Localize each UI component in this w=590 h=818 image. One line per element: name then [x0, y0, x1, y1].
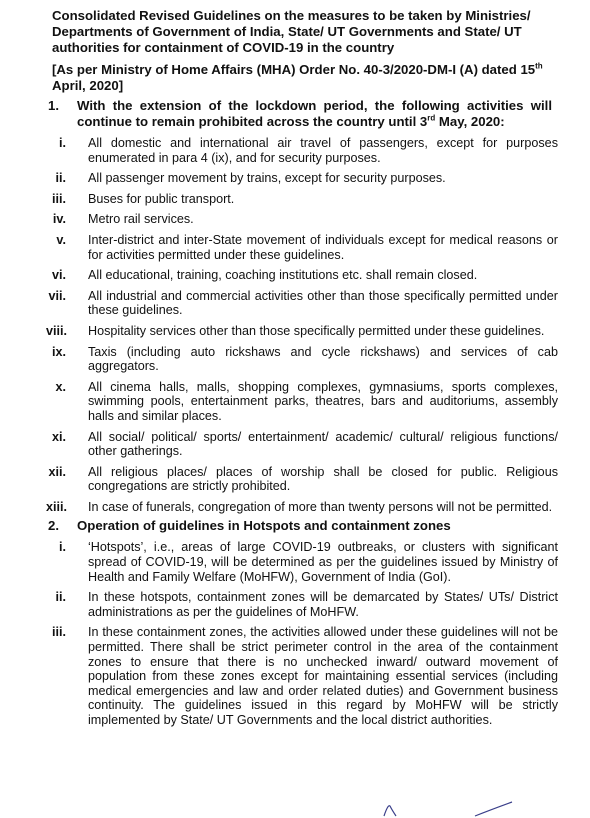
list-item-number: iii. [52, 625, 66, 640]
section-heading-sup: rd [427, 113, 436, 123]
list-item-number: vii. [48, 288, 66, 303]
section-items [46, 136, 558, 514]
section-number: 1. [48, 98, 59, 113]
section-2 [48, 518, 558, 727]
list-item-number: ii. [55, 171, 66, 186]
list-item-text: All passenger movement by trains, except for security purposes. [88, 171, 446, 186]
list-item [48, 288, 558, 318]
list-item-number: viii. [46, 323, 67, 338]
list-item-text: In these containment zones, the activities allowed under these guidelines will not be permitted. There shall be strict perimeter control in the area of the containment zones to ensure that there is no unchecked inward/ outward movement of population from these zones except for maintaining essential services (including medical emergencies and law and order related duties) and Government business continuity. The guidelines issued in this regard by MoHFW will be strictly implemented by State/ UT Governments and the local district authorities. [88, 625, 558, 727]
list-item-number: v. [56, 232, 66, 247]
section-1 [46, 98, 558, 514]
list-item-text: In these hotspots, containment zones will be demarcated by States/ UTs/ District administrations as per the guidelines of MoHFW. [88, 590, 558, 619]
order-reference [52, 62, 558, 94]
list-item [52, 540, 558, 584]
list-item [52, 212, 558, 227]
list-item [46, 323, 558, 339]
list-item-text: All domestic and international air travel of passengers, except for purposes enumerated in para 4 (ix), and for security purposes. [88, 136, 558, 165]
list-item-text: All cinema halls, malls, shopping complexes, gymnasiums, sports complexes, swimming pools, entertainment parks, theatres, bars and auditoriums, assembly halls and similar places. [88, 379, 558, 423]
order-reference-sup: th [535, 61, 543, 71]
section-heading-text: Operation of guidelines in Hotspots and containment zones [77, 518, 451, 534]
list-item [52, 268, 558, 283]
section-heading [77, 98, 558, 130]
list-item [52, 233, 558, 262]
section-items [52, 540, 558, 727]
list-item-text: All educational, training, coaching institutions etc. shall remain closed. [88, 268, 478, 283]
document-title: Consolidated Revised Guidelines on the measures to be taken by Ministries/ Departments of Government of India, State/ UT Governments and State/ UT authorities for containment of COVID-19 in the country [52, 8, 531, 55]
list-item-text: Buses for public transport. [88, 191, 235, 206]
list-item-number: x. [55, 379, 66, 394]
list-item-number: iii. [52, 191, 66, 206]
order-reference-prefix: [As per Ministry of Home Affairs (MHA) Order No. 40-3/2020-DM-I (A) dated 15 [52, 62, 536, 77]
list-item-number: xiii. [46, 499, 67, 514]
section-heading [77, 518, 558, 534]
list-item-number: i. [59, 540, 66, 555]
section-heading-text: With the extension of the lockdown period, the following activities will continue to remain prohibited across the country until 3 [77, 98, 552, 129]
section-number: 2. [48, 518, 59, 534]
list-item [52, 136, 558, 165]
list-item [52, 345, 558, 374]
section-header [48, 518, 558, 534]
list-item-text: In case of funerals, congregation of more than twenty persons will not be permitted. [88, 499, 553, 514]
list-item [46, 499, 558, 515]
list-item-text: All social/ political/ sports/ entertainment/ academic/ cultural/ religious functions/ other gatherings. [88, 429, 558, 459]
list-item-number: xi. [51, 429, 66, 444]
list-item-number: iv. [52, 212, 66, 227]
list-item-text: Hospitality services other than those specifically permitted under these guidelines. [88, 323, 545, 338]
list-item [52, 380, 558, 424]
list-item-text: All religious places/ places of worship shall be closed for public. Religious congregations are strictly prohibited. [88, 464, 558, 494]
section-header [48, 98, 558, 130]
list-item-number: ix. [51, 344, 66, 359]
list-item [48, 464, 558, 494]
list-item-number: ii. [55, 590, 66, 605]
order-reference-suffix: April, 2020] [52, 78, 124, 93]
list-item [52, 430, 558, 459]
signature-mark [380, 796, 520, 818]
list-item-text: ‘Hotspots’, i.e., areas of large COVID-19 outbreaks, or clusters with significant spread of COVID-19, will be determined as per the guidelines issued by Ministry of Health and Family Welfare (MoHFW), Government of India (GoI). [88, 540, 558, 584]
list-item [52, 590, 558, 619]
list-item-text: Inter-district and inter-State movement of individuals except for medical reasons or for activities permitted under these guidelines. [88, 232, 558, 262]
list-item-text: All industrial and commercial activities other than those specifically permitted under these guidelines. [88, 288, 558, 318]
list-item [52, 192, 558, 207]
list-item-number: xii. [48, 464, 66, 479]
list-item-text: Taxis (including auto rickshaws and cycle rickshaws) and services of cab aggregators. [88, 344, 558, 374]
list-item-text: Metro rail services. [88, 212, 194, 227]
sections-container [46, 98, 558, 728]
list-item-number: vi. [51, 268, 66, 283]
list-item-number: i. [59, 136, 66, 150]
list-item [52, 625, 558, 727]
section-heading-suffix: May, 2020: [435, 114, 505, 129]
list-item [52, 171, 558, 186]
